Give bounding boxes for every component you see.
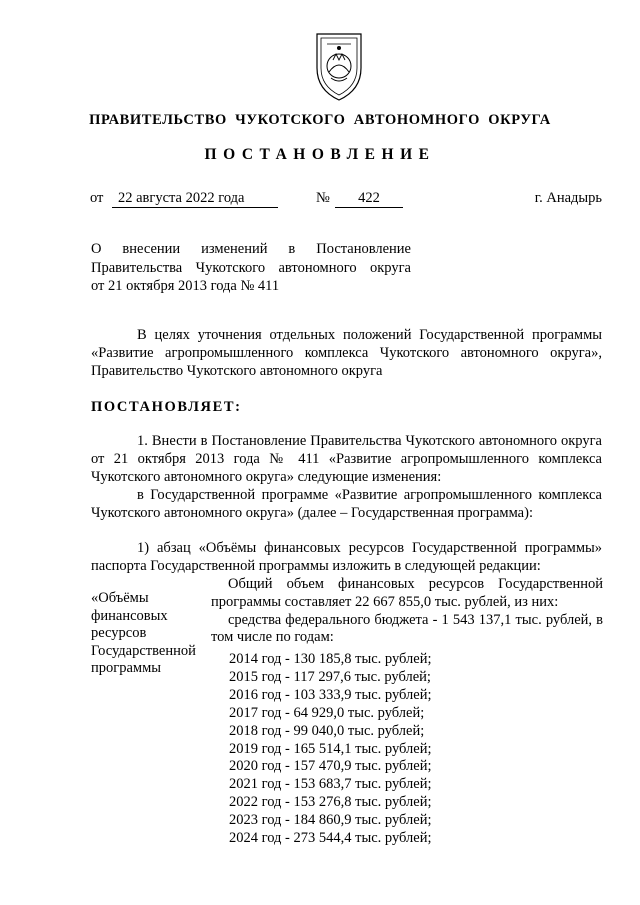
list-item: 2019 год - 165 514,1 тыс. рублей;	[229, 740, 432, 757]
subject-line: О внесении изменений в Постановление	[91, 241, 411, 257]
list-item: 2023 год - 184 860,9 тыс. рублей;	[229, 812, 432, 829]
decree-number-value: 422	[335, 190, 403, 208]
date-prefix: от	[90, 190, 104, 206]
table-left-label: «Объёмы финансовых ресурсов Государственной программы	[91, 590, 196, 676]
subject-line: от 21 октября 2013 года № 411	[91, 278, 280, 294]
resolves-heading: ПОСТАНОВЛЯЕТ:	[91, 399, 242, 415]
list-item: 2015 год - 117 297,6 тыс. рублей;	[229, 668, 431, 685]
number-sign: №	[316, 190, 330, 206]
item-1-paragraph: 1. Внести в Постановление Правительства Чукотского автономного округа от 21 октября 2013 года № 411 «Развитие агропромышленного комплекса Чукотского автономного округа» следующие изменения:	[91, 433, 602, 485]
list-item: 2016 год - 103 333,9 тыс. рублей;	[229, 686, 432, 703]
decree-title: ПОСТАНОВЛЕНИЕ	[204, 146, 436, 163]
preamble-paragraph: В целях уточнения отдельных положений Государственной программы «Развитие агропромышленного комплекса Чукотского автономного округа», Правительство Чукотского автономного округа	[91, 327, 602, 379]
decree-number	[335, 190, 403, 208]
subject-line: Правительства Чукотского автономного округа	[91, 259, 411, 276]
list-item: 2018 год - 99 040,0 тыс. рублей;	[229, 722, 425, 739]
list-item: 2022 год - 153 276,8 тыс. рублей;	[229, 794, 432, 811]
list-item: 2017 год - 64 929,0 тыс. рублей;	[229, 704, 425, 721]
decree-city: г. Анадырь	[534, 190, 602, 206]
decree-date-value: 22 августа 2022 года	[112, 190, 278, 208]
decree-date	[112, 190, 278, 208]
item-1-sub-paragraph: в Государственной программе «Развитие агропромышленного комплекса Чукотского автономного округа» (далее – Государственная программа):	[91, 487, 602, 521]
list-item: 2014 год - 130 185,8 тыс. рублей;	[229, 651, 432, 667]
coat-of-arms-icon	[303, 28, 375, 104]
item-1-1-paragraph: 1) абзац «Объёмы финансовых ресурсов Государственной программы» паспорта Государственной программы изложить в следующей редакции:	[91, 540, 602, 574]
list-item: 2020 год - 157 470,9 тыс. рублей;	[229, 758, 432, 775]
list-item: 2021 год - 153 683,7 тыс. рублей;	[229, 776, 432, 793]
list-item: 2024 год - 273 544,4 тыс. рублей;	[229, 830, 432, 847]
years-list	[229, 651, 431, 848]
table-right-cell	[211, 576, 603, 647]
government-title: ПРАВИТЕЛЬСТВО ЧУКОТСКОГО АВТОНОМНОГО ОКРУГА	[89, 112, 551, 128]
decree-subject	[91, 240, 411, 296]
total-funding-text: Общий объем финансовых ресурсов Государственной программы составляет 22 667 855,0 тыс. рублей, из них:	[211, 576, 603, 610]
federal-funding-text: средства федерального бюджета - 1 543 137,1 тыс. рублей, в том числе по годам:	[211, 611, 603, 646]
